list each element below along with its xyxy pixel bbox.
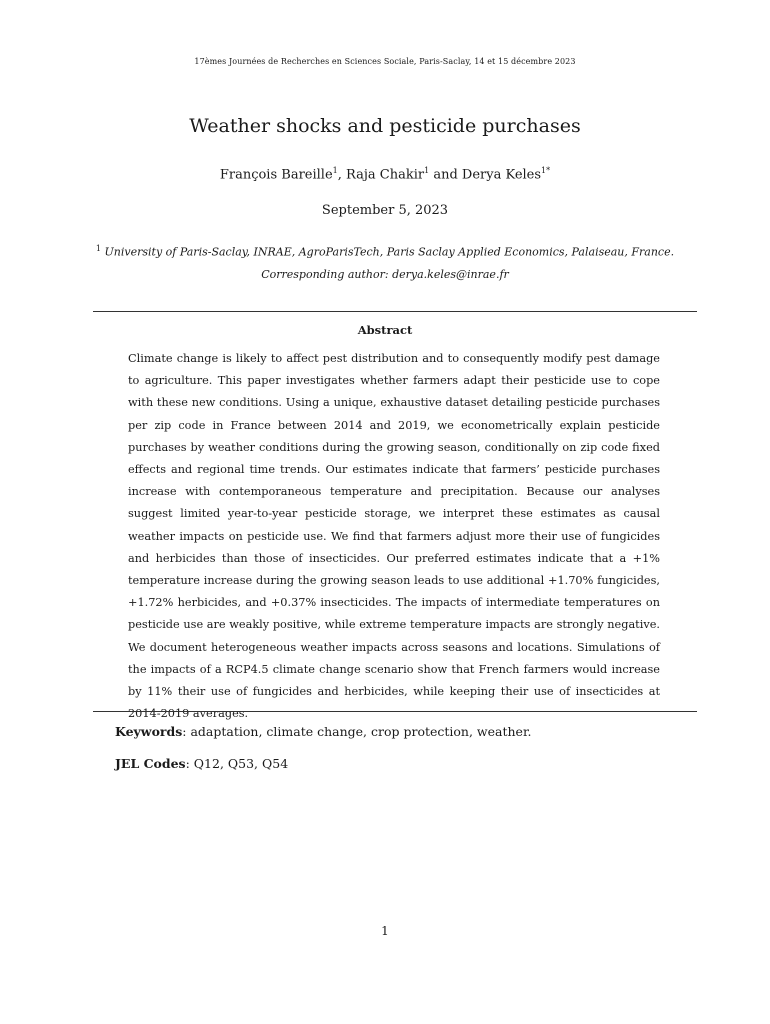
jel-codes-label: JEL Codes <box>115 756 186 771</box>
affiliation-mark: 1 <box>95 244 101 253</box>
affiliation-text: University of Paris-Saclay, INRAE, AgroParisTech, Paris Saclay Applied Economics, Palaiseau, France. <box>104 245 675 259</box>
jel-codes-line <box>115 756 288 771</box>
corresponding-author: Corresponding author: derya.keles@inrae.fr <box>261 268 509 281</box>
paper-title: Weather shocks and pesticide purchases <box>189 115 581 137</box>
author-name: Raja Chakir <box>346 167 425 183</box>
paper-date: September 5, 2023 <box>321 203 449 218</box>
abstract-heading: Abstract <box>357 323 413 337</box>
author-separator: and <box>429 167 462 183</box>
page-number: 1 <box>381 924 389 938</box>
author-name: François Bareille <box>219 167 333 183</box>
jel-codes-text: : Q12, Q53, Q54 <box>185 756 289 771</box>
author-affiliation-mark: 1 <box>332 166 338 175</box>
abstract-body: Climate change is likely to affect pest distribution and to consequently modify pest damage to agriculture. This paper investigates whether farmers adapt their pesticide use to cope with these new conditions. Using a unique, exhaustive dataset detailing pesticide purchases per zip code in France between 2014 and 2019, we econometrically explain pesticide purchases by weather conditions during the growing season, conditionally on zip code fixed effects and regional time trends. Our estimates indicate that farmers’ pesticide purchases increase with contemporaneous temperature and precipitation. Because our analyses suggest limited year-to-year pesticide storage, we interpret these estimates as causal weather impacts on pesticide use. We find that farmers adjust more their use of fungicides and herbicides than those of insecticides. Our preferred estimates indicate that a +1% temperature increase during the growing season leads to use additional +1.70% fungicides, +1.72% herbicides, and +0.37% insecticides. The impacts of intermediate temperatures on pesticide use are weakly positive, while extreme temperature impacts are strongly negative. We document heterogeneous weather impacts across seasons and locations. Simulations of the impacts of a RCP4.5 climate change scenario show that French farmers would increase by 11% their use of fungicides and herbicides, while keeping their use of insecticides at 2014-2019 averages. <box>128 352 660 721</box>
keywords-label: Keywords <box>115 724 183 739</box>
author-name: Derya Keles <box>461 167 542 183</box>
abstract-top-rule <box>93 311 697 312</box>
author-affiliation-mark: 1* <box>541 166 551 175</box>
conference-header: 17èmes Journées de Recherches en Sciences Sociale, Paris-Saclay, 14 et 15 décembre 2023 <box>194 57 576 66</box>
keywords-line <box>115 724 532 739</box>
author-list <box>0 166 770 182</box>
author-separator: , <box>337 167 347 183</box>
affiliation <box>0 244 770 259</box>
abstract-bottom-rule <box>93 711 697 712</box>
author-affiliation-mark: 1 <box>424 166 430 175</box>
keywords-text: : adaptation, climate change, crop protection, weather. <box>182 724 532 739</box>
